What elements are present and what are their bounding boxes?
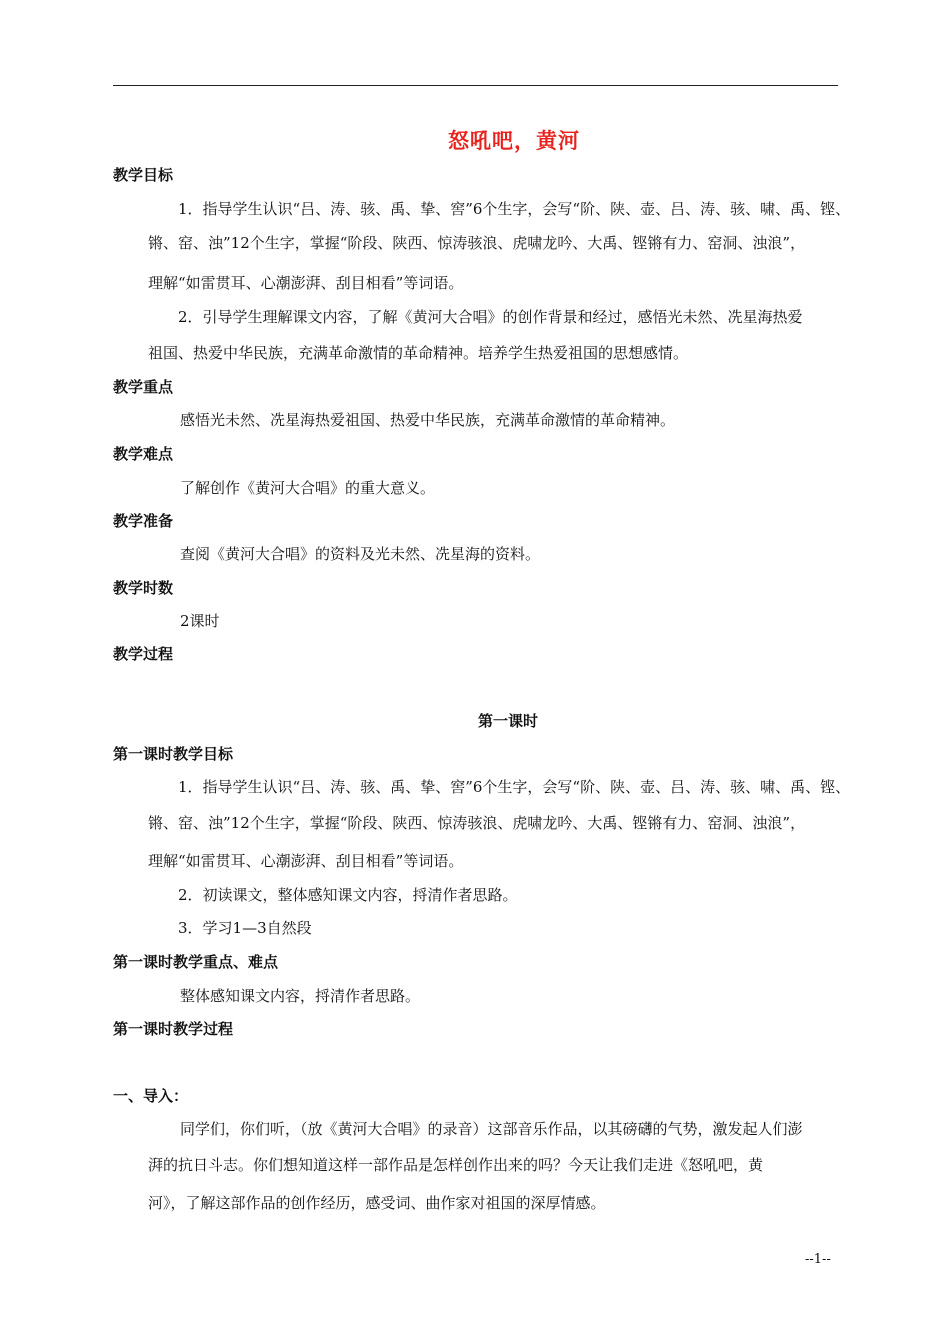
goals-line: 理解“如雷贯耳、心潮澎湃、刮目相看”等词语。 bbox=[148, 274, 464, 292]
heading-intro: 一、导入： bbox=[113, 1087, 189, 1105]
heading-process: 教学过程 bbox=[113, 645, 174, 663]
heading-lesson1-process: 第一课时教学过程 bbox=[113, 1020, 234, 1038]
goals-line: 锵、窑、浊”12个生字，掌握“阶段、陕西、惊涛骇浪、虎啸龙吟、大禹、铿锵有力、窑洞、浊浪”， bbox=[148, 234, 806, 252]
lesson1-goals-line: 锵、窑、浊”12个生字，掌握“阶段、陕西、惊涛骇浪、虎啸龙吟、大禹、铿锵有力、窑洞、浊浪”， bbox=[148, 814, 806, 832]
lesson1-goals-line: 2．初读课文，整体感知课文内容，捋清作者思路。 bbox=[178, 886, 518, 904]
heading-hours: 教学时数 bbox=[113, 579, 174, 597]
page-number: --1-- bbox=[805, 1252, 831, 1267]
lesson1-goals-line: 理解“如雷贯耳、心潮澎湃、刮目相看”等词语。 bbox=[148, 852, 464, 870]
heading-difficult: 教学难点 bbox=[113, 445, 174, 463]
heading-lesson1-goals: 第一课时教学目标 bbox=[113, 745, 234, 763]
document-title: 怒吼吧，黄河 bbox=[448, 128, 580, 153]
heading-prep: 教学准备 bbox=[113, 512, 174, 530]
hours-text: 2课时 bbox=[180, 612, 220, 630]
intro-line: 湃的抗日斗志。你们想知道这样一部作品是怎样创作出来的吗？今天让我们走进《怒吼吧，黄 bbox=[148, 1156, 764, 1174]
intro-line: 河》，了解这部作品的创作经历，感受词、曲作家对祖国的深厚情感。 bbox=[148, 1194, 606, 1212]
goals-line: 1．指导学生认识“吕、涛、骇、禹、挚、窖”6个生字，会写“阶、陕、壶、吕、涛、骇、啸、禹、铿、 bbox=[178, 200, 851, 218]
heading-lesson1-key: 第一课时教学重点、难点 bbox=[113, 953, 279, 971]
lesson1-key-text: 整体感知课文内容，捋清作者思路。 bbox=[180, 987, 421, 1005]
lesson1-goals-line: 1．指导学生认识“吕、涛、骇、禹、挚、窖”6个生字，会写“阶、陕、壶、吕、涛、骇、啸、禹、铿、 bbox=[178, 778, 851, 796]
heading-goals: 教学目标 bbox=[113, 166, 174, 184]
lesson1-goals-line: 3．学习1—3自然段 bbox=[178, 919, 312, 937]
heading-key: 教学重点 bbox=[113, 378, 174, 396]
intro-line: 同学们，你们听，（放《黄河大合唱》的录音）这部音乐作品，以其磅礴的气势，激发起人们澎 bbox=[180, 1120, 803, 1138]
lesson1-title: 第一课时 bbox=[477, 712, 538, 730]
prep-text: 查阅《黄河大合唱》的资料及光未然、冼星海的资料。 bbox=[180, 545, 541, 563]
key-text: 感悟光未然、冼星海热爱祖国、热爱中华民族，充满革命激情的革命精神。 bbox=[180, 411, 676, 429]
header-rule bbox=[113, 85, 838, 86]
difficult-text: 了解创作《黄河大合唱》的重大意义。 bbox=[180, 479, 436, 497]
goals-line: 2．引导学生理解课文内容，了解《黄河大合唱》的创作背景和经过，感悟光未然、冼星海热爱 bbox=[178, 308, 803, 326]
goals-line: 祖国、热爱中华民族，充满革命激情的革命精神。培养学生热爱祖国的思想感情。 bbox=[148, 344, 689, 362]
